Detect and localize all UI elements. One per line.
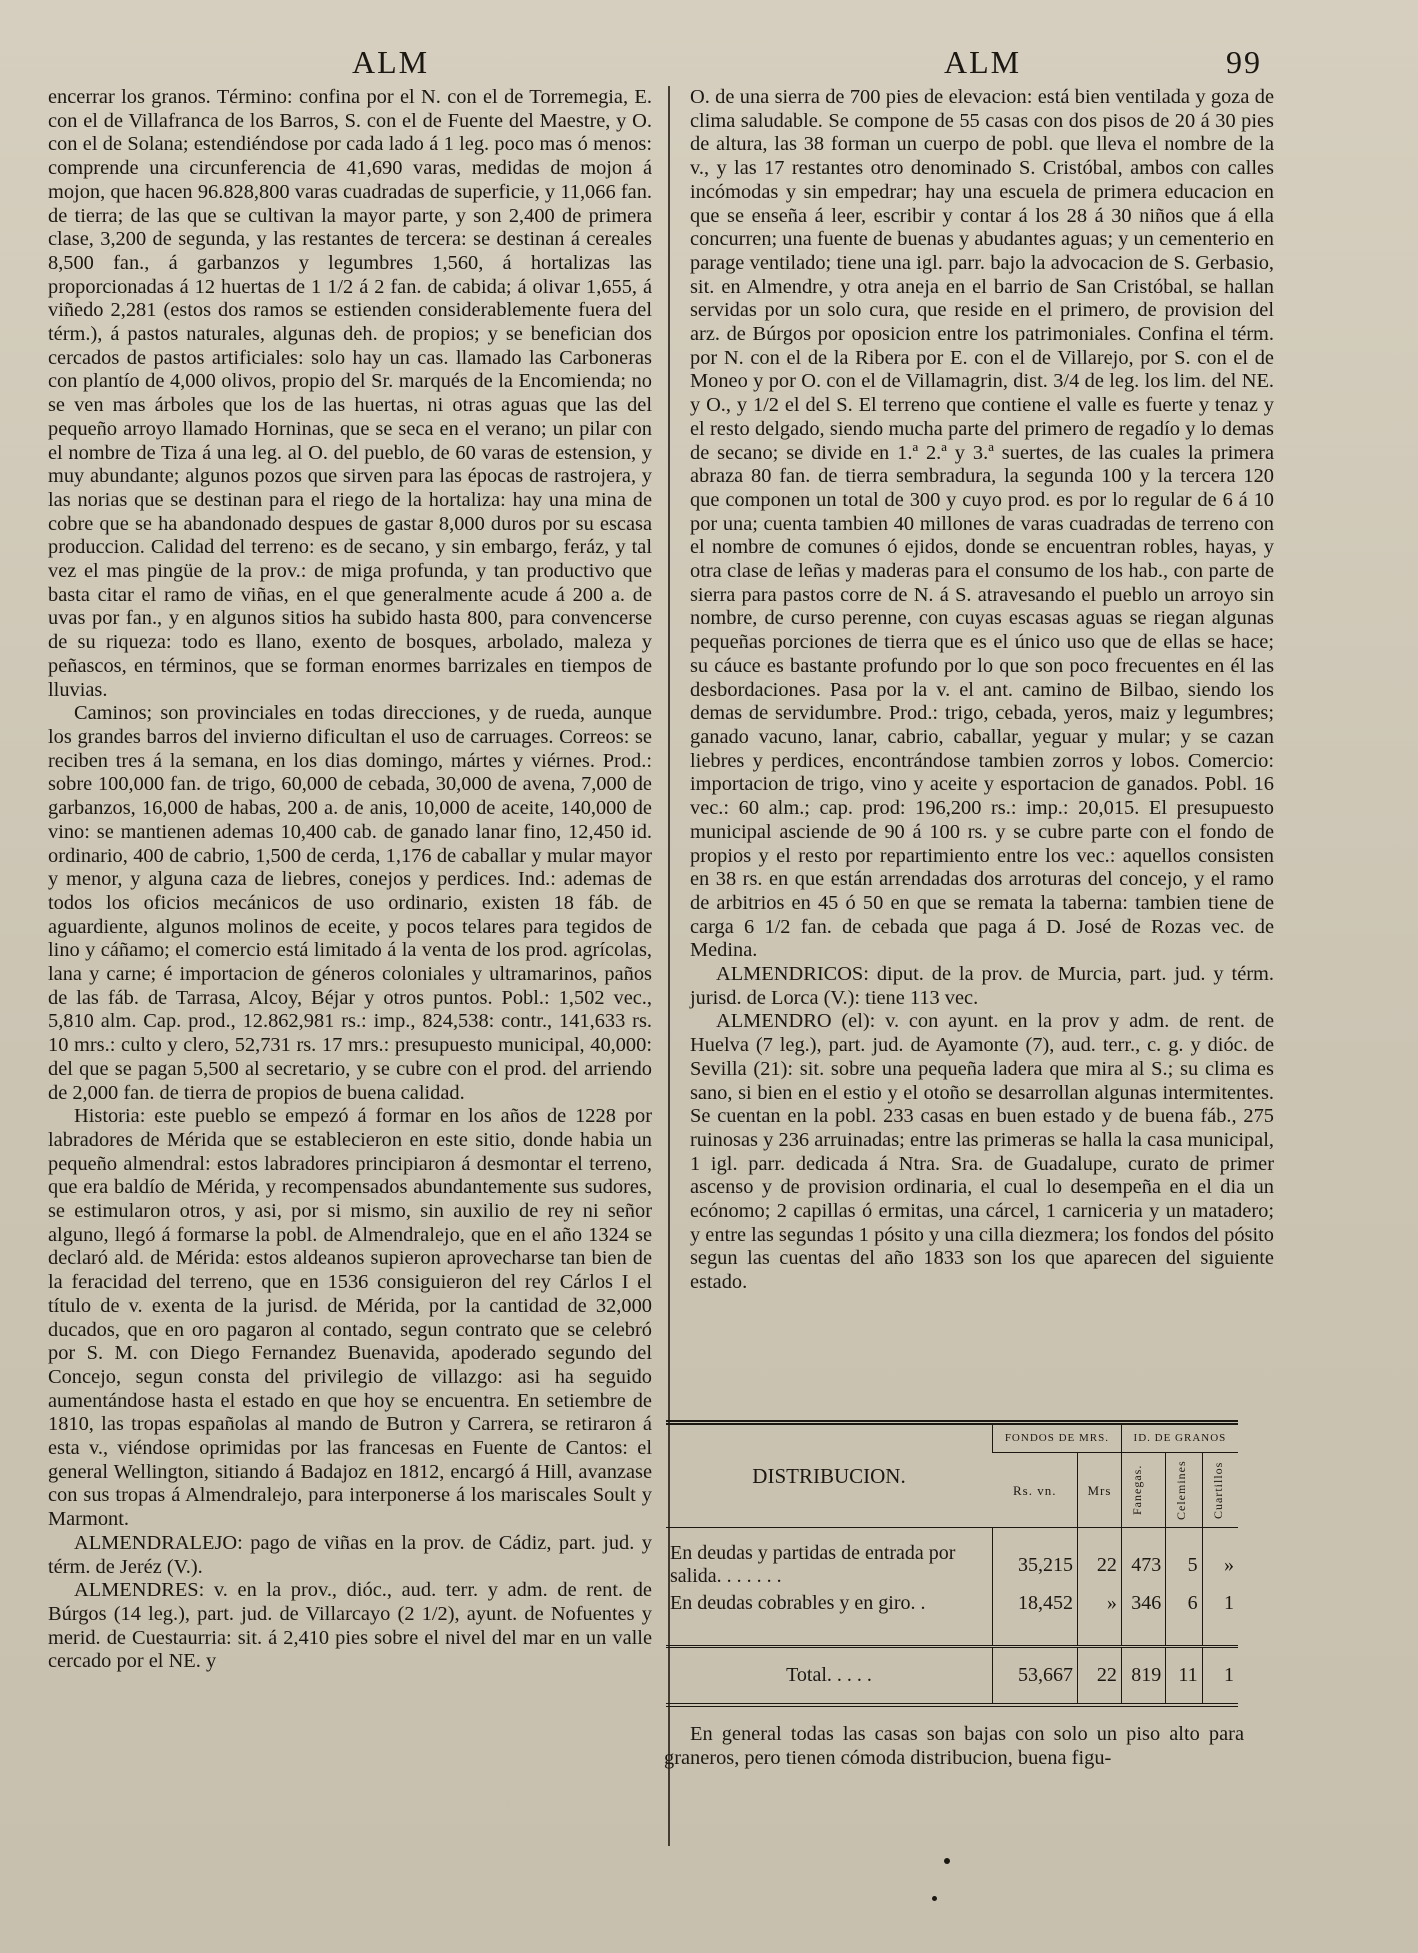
distribution-table [666, 1420, 1238, 1707]
paragraph: ALMENDRO (el): v. con ayunt. en la prov y adm. de rent. de Huelva (7 leg.), part. jud. de Ayamonte (7), aud. terr., c. g. y dióc. de Sevilla (21): sit. sobre una pequeña ladera que mira al S.; su clima es sano, si bien en el estio y el otoño se desarrollan algunas intermitentes. Se cuentan en la pobl. 233 casas en buen estado y de buena fáb., 275 ruinosas y 236 arruinadas; entre las primeras se halla la casa municipal, 1 igl. parr. dedicada á Ntra. Sra. de Guadalupe, curato de primer ascenso y de provision ordinaria, el cual lo desempeña en el dia un ecónomo; 2 capillas ó ermitas, una cárcel, 1 carniceria y un matadero; y entre las segundas 1 pósito y una cilla diezmera; los fondos del pósito segun las cuentas del año 1833 son los que aparecen del siguiente estado. [690, 1010, 1274, 1294]
paragraph: ALMENDRALEJO: pago de viñas en la prov. de Cádiz, part. jud. y térm. de Jeréz (V.). [48, 1531, 652, 1578]
header-rs: Rs. vn. [993, 1453, 1078, 1528]
row-fanegas: 473 [1121, 1528, 1165, 1591]
header-celemines: Celemines [1174, 1460, 1189, 1520]
total-mrs: 22 [1078, 1647, 1122, 1706]
row-cuartillos: » [1202, 1528, 1238, 1591]
row-celemines: 5 [1166, 1528, 1202, 1591]
after-table-paragraph: En general todas las casas son bajas con solo un piso alto para graneros, pero tienen cómoda distribucion, buena figu- [664, 1723, 1244, 1769]
total-rs: 53,667 [993, 1647, 1078, 1706]
paragraph: ALMENDRES: v. en la prov., dióc., aud. terr. y adm. de rent. de Búrgos (14 leg.), part. jud. de Villarcayo (2 1/2), ayunt. de Nofuentes y merid. de Cuestaurria: sit. á 2,410 pies sobre el nivel del mar en un valle cercado por el NE. y [48, 1579, 652, 1673]
total-cuartillos: 1 [1202, 1647, 1238, 1706]
table-row [666, 1590, 1238, 1647]
header-granos: ID. DE GRANOS [1121, 1423, 1238, 1453]
row-mrs: » [1078, 1590, 1122, 1647]
left-column [48, 86, 652, 1674]
table-total-row [666, 1647, 1238, 1706]
row-mrs: 22 [1078, 1528, 1122, 1591]
total-label: Total. . . . . [666, 1647, 993, 1706]
paragraph: O. de una sierra de 700 pies de elevacion: está bien ventilada y goza de clima saludable. Se compone de 55 casas con dos pisos de 20 á 30 pies de altura, las 38 forman un cuerpo de pobl. que lleva el nombre de la v., y las 17 restantes otro denominado S. Cristóbal, ambos con calles incómodas y sin empedrar; hay una escuela de primera educacion en que se enseña á leer, escribir y contar á los 28 á 30 niños que á ella concurren; una fuente de buenas y abudantes aguas; y un cementerio en parage ventilado; tiene una igl. parr. bajo la advocacion de S. Gerbasio, sit. en Almendre, y otra aneja en el barrio de San Cristóbal, se hallan servidas por un solo cura, que reside en el primero, de provision del arz. de Búrgos por oposicion entre los patrimoniales. Confina el térm. por N. con el de la Ribera por E. con el de Villarejo, por S. con el de Moneo y por O. con el de Villamagrin, dist. 3/4 de leg. los lim. del NE. y O., y 1/2 el del S. El terreno que contiene el valle es fuerte y tenaz y el resto delgado, siendo mucha parte del primero de regadío y lo demas de secano; se divide en 1.ª 2.ª y 3.ª suertes, de las cuales la primera abraza 80 fan. de tierra sembradura, la segunda 100 y la tercera 120 que componen un total de 300 y cuyo prod. es por lo regular de 6 á 10 por una; cuenta tambien 40 millones de varas cuadradas de terreno con el nombre de comunes ó ejidos, donde se encuentran robles, hayas, y otra clase de leñas y maderas para el consumo de los hab., con parte de sierra para pastos corre de N. á S. atravesando el pueblo un arroyo sin nombre, de curso perenne, con cuyas escasas aguas se riegan algunas pequeñas porciones de tierra que es el único uso que de ellas se hace; su cáuce es bastante profundo por lo que son poco frecuentes en él las desbordaciones. Pasa por la v. el ant. camino de Bilbao, siendo los demas de servidumbre. Prod.: trigo, cebada, yeros, maiz y legumbres; ganado vacuno, lanar, cabrio, caballar, yeguar y mular; y se cazan liebres y perdices, encontrándose tambien zorros y lobos. Comercio: importacion de trigo, vino y aceite y esportacion de ganados. Pobl. 16 vec.: 60 alm.; cap. prod: 196,200 rs.: imp.: 20,015. El presupuesto municipal asciende de 90 á 100 rs. y se cubre parte con el fondo de propios y el resto por repartimiento entre los vec.: aquellos consisten en 38 rs. en que están arrendadas dos arroturas del concejo, y el ramo de arbitrios en 45 ó 50 en que se remata la taberna: tambien tiene de carga 6 1/2 fan. de cebada que paga á D. José de Rozas vec. de Medina. [690, 86, 1274, 962]
paragraph: Caminos; son provinciales en todas direcciones, y de rueda, aunque los grandes barros del invierno dificultan el uso de carruages. Correos: se reciben tres á la semana, en los dias domingo, mártes y viérnes. Prod.: sobre 100,000 fan. de trigo, 60,000 de cebada, 30,000 de avena, 7,000 de garbanzos, 16,000 de habas, 200 a. de anis, 10,000 de aceite, 140,000 de vino: se mantienen ademas 10,400 cab. de ganado lanar fino, 12,450 id. ordinario, 400 de cabrio, 1,500 de cerda, 1,176 de caballar y mular mayor y menor, y alguna caza de liebres, conejos y perdices. Ind.: ademas de todos los oficios mecánicos de uso ordinario, existen 18 fáb. de aguardiente, algunos molinos de eceite, y pocos telares para tegidos de lino y cáñamo; el comercio está limitado á la venta de los prod. agrícolas, lana y carne; é importacion de géneros coloniales y ultramarinos, paños de las fáb. de Tarrasa, Alcoy, Béjar y otros puntos. Pobl.: 1,502 vec., 5,810 alm. Cap. prod., 12.862,981 rs.: imp., 824,538: contr., 141,633 rs. 10 mrs.: culto y clero, 52,731 rs. 17 mrs.: presupuesto municipal, 40,000: del que se pagan 5,500 al secretario, y se cubre con el prod. del arriendo de 2,000 fan. de tierra de propios de buena calidad. [48, 702, 652, 1104]
paragraph: ALMENDRICOS: diput. de la prov. de Murcia, part. jud. y térm. jurisd. de Lorca (V.): tiene 113 vec. [690, 963, 1274, 1009]
ink-mark [944, 1858, 950, 1864]
table-row [666, 1528, 1238, 1591]
header-fondos: FONDOS DE MRS. [993, 1423, 1122, 1453]
total-celemines: 11 [1166, 1647, 1202, 1706]
header-fanegas-cell [1121, 1453, 1165, 1528]
paragraph: encerrar los granos. Término: confina por el N. con el de Torremegia, E. con el de Villafranca de los Barros, S. con el de Fuente del Maestre, y O. con el de Solana; estendiéndose por cada lado á 1 leg. poco mas ó menos: comprende una circunferencia de 41,690 varas, medidas de mojon á mojon, que hacen 96.828,800 varas cuadradas de superficie, y 11,066 fan. de tierra; de las que se cultivan la mayor parte, y son 2,400 de primera clase, 3,200 de segunda, y las restantes de tercera: se destinan á cereales 8,500 fan., á garbanzos y legumbres 1,560, á hortalizas las proporcionadas á 12 huertas de 1 1/2 á 2 fan. de cabida; á olivar 1,655, á viñedo 2,281 (estos dos ramos se estienden considerablemente fuera del térm.), á pastos naturales, algunas deh. de propios; y se benefician dos cercados de pastos artificiales: solo hay un cas. llamado las Carboneras con plantío de 4,000 olivos, propio del Sr. marqués de la Encomienda; no se ven mas árboles que los de las huertas, ni otras aguas que las del pequeño arroyo llamado Horninas, que se seca en el verano; un pilar con el nombre de Tiza á una leg. al O. del pueblo, de 60 varas de estension, y muy abundante; algunos pozos que sirven para las épocas de rastrojera, y las norias que se destinan para el riego de la hortaliza: hay una mina de cobre que se ha abandonado despues de gastar 8,000 duros por su escasa produccion. Calidad del terreno: es de secano, y sin embargo, feráz, y tal vez el mas pingüe de la prov.: de miga profunda, y tan productivo que basta citar el ramo de viñas, en el que generalmente acude á 200 a. de uvas por fan., y en algunos sitios ha subido hasta 800, para convencerse de su riqueza: todo es llano, exento de bosques, arbolado, maleza y peñascos, en términos, que se forman enormes barrizales en tiempos de lluvias. [48, 86, 652, 701]
running-head-left: ALM [352, 44, 430, 80]
table-title: DISTRIBUCION. [666, 1423, 993, 1528]
total-fanegas: 819 [1121, 1647, 1165, 1706]
row-rs: 18,452 [993, 1590, 1078, 1647]
ink-mark [932, 1896, 937, 1901]
paragraph: Historia: este pueblo se empezó á formar en los años de 1228 por labradores de Mérida que se establecieron en este sitio, donde habia un pequeño almendral: estos labradores principiaron á desmontar el terreno, que era baldío de Mérida, y recompensados abundantemente sus sudores, se estimularon otros, y asi, por si mismo, sin auxilio de rey ni señor alguno, llegó á formarse la pobl. de Almendralejo, que en el año 1324 se declaró ald. de Mérida: estos aldeanos supieron aprovecharse tan bien de la feracidad del terreno, que en 1536 consiguieron del rey Cárlos I el título de v. exenta de la jurisd. de Mérida, por la cantidad de 32,000 ducados, que en oro pagaron al contado, segun contrato que se celebró por S. M. con Diego Fernandez Buenavida, apoderado segundo del Concejo, segun consta del privilegio de villazgo: asi ha seguido aumentándose hasta el estado en que hoy se encuentra. En setiembre de 1810, las tropas españolas al mando de Butron y Carrera, se retiraron á esta v., viéndose oprimidas por las francesas en Fuente de Cantos: el general Wellington, sitiando á Badajoz en 1812, encargó á Hill, avanzase con sus tropas á Almendralejo, para interponerse á los mariscales Soult y Marmont. [48, 1105, 652, 1531]
header-mrs: Mrs [1078, 1453, 1122, 1528]
row-label: En deudas y partidas de entrada por salida. . . . . . . [670, 1542, 956, 1587]
page-number: 99 [1226, 44, 1262, 80]
row-celemines: 6 [1166, 1590, 1202, 1647]
header-celemines-cell [1166, 1453, 1202, 1528]
row-fanegas: 346 [1121, 1590, 1165, 1647]
row-cuartillos: 1 [1202, 1590, 1238, 1647]
row-label: En deudas cobrables y en giro. . [670, 1592, 926, 1614]
header-fanegas: Fanegas. [1129, 1464, 1144, 1516]
running-head-center: ALM [944, 44, 1022, 80]
row-rs: 35,215 [993, 1528, 1078, 1591]
table-header-row [666, 1423, 1238, 1453]
right-column [690, 86, 1274, 1295]
header-cuartillos: Cuartillos [1210, 1461, 1225, 1519]
header-cuartillos-cell [1202, 1453, 1238, 1528]
